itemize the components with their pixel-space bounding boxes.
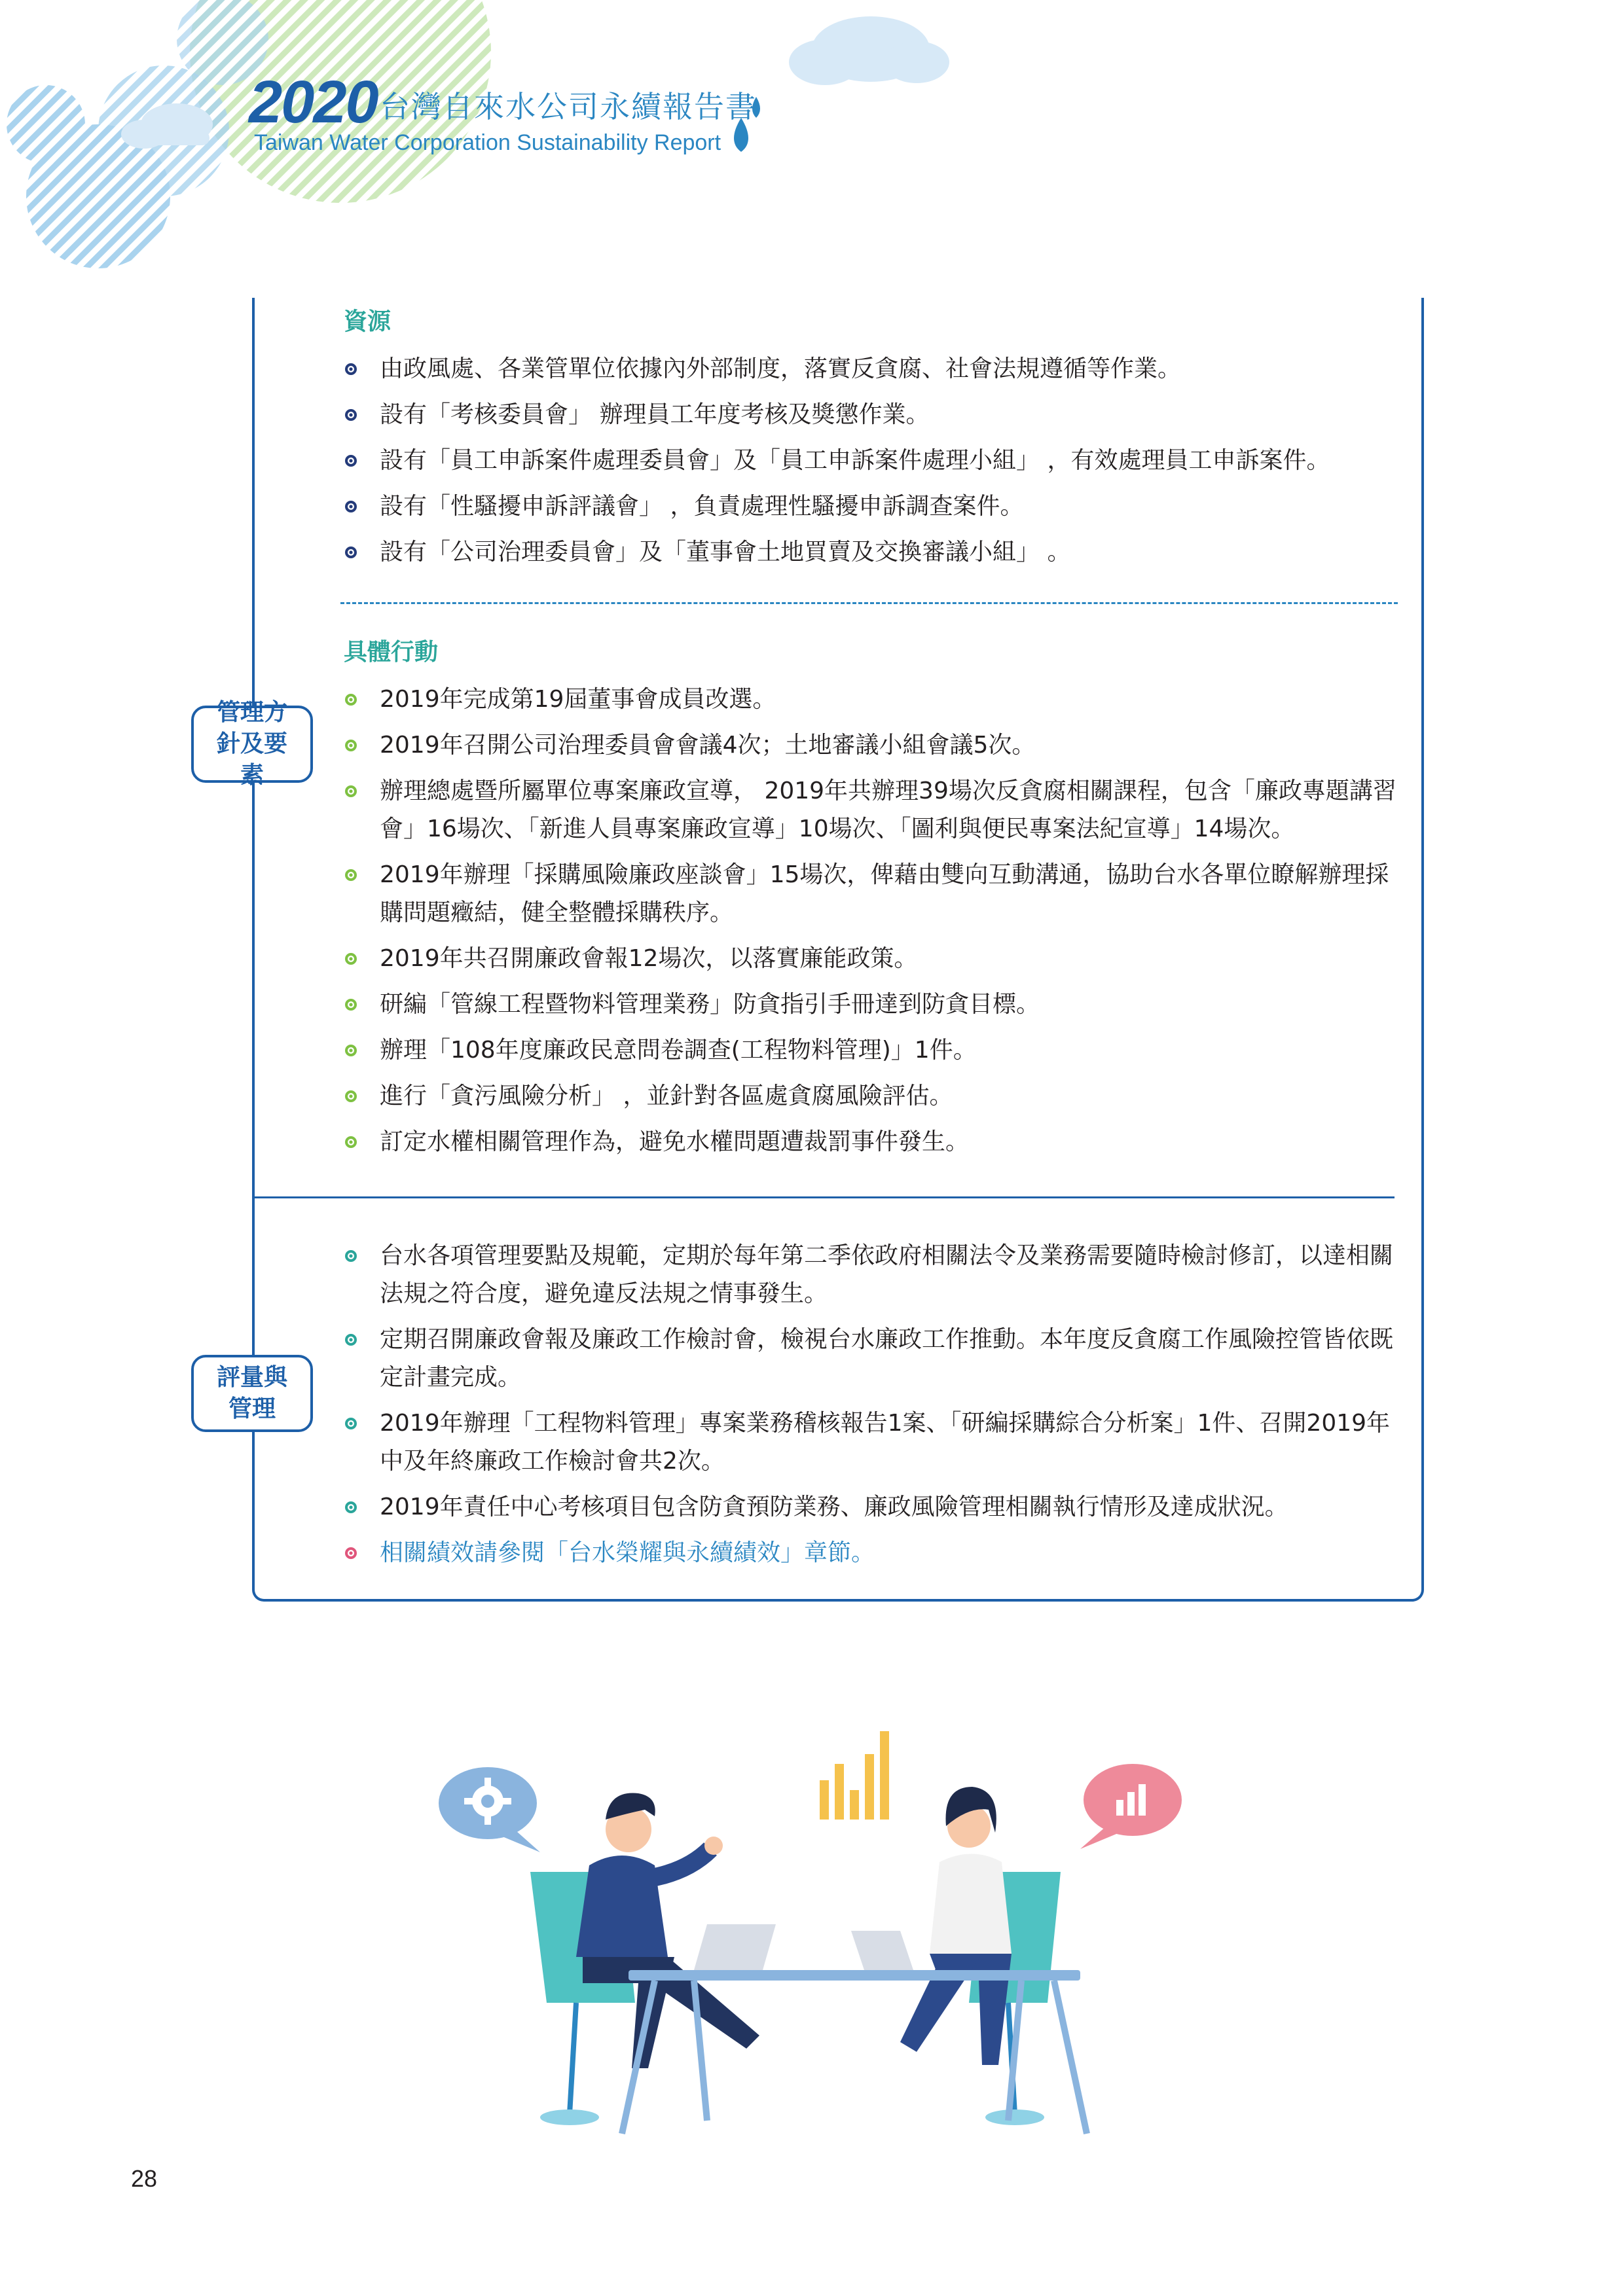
bullet-icon (345, 953, 357, 965)
bullet-icon (345, 501, 357, 512)
report-title-en: Taiwan Water Corporation Sustainability Report (254, 130, 721, 155)
list-item: 2019年辦理「採購風險廉政座談會」15場次，俾藉由雙向互動溝通，協助台水各單位瞭解辦理採購問題癥結，健全整體採購秩序。 (344, 856, 1398, 932)
report-year: 2020 (249, 69, 378, 135)
list-item: 辦理總處暨所屬單位專案廉政宣導， 2019年共辦理39場次反貪腐相關課程，包含「廉政專題講習會」16場次、「新進人員專案廉政宣導」10場次、「圖利與便民專案法紀宣導」14場次。 (344, 772, 1398, 848)
list-item: 2019年完成第19屆董事會成員改選。 (344, 681, 1398, 719)
woman-figure (900, 1787, 1012, 2065)
resources-heading: 資源 (344, 308, 392, 335)
actions-heading: 具體行動 (344, 639, 439, 666)
evaluation-label: 評量與管理 (191, 1355, 313, 1432)
bullet-icon (345, 1547, 357, 1559)
report-title-zh: 台灣自來水公司永續報告書 (380, 89, 757, 124)
list-item: 定期召開廉政會報及廉政工作檢討會，檢視台水廉政工作推動。本年度反貪腐工作風險控管皆依既定計畫完成。 (344, 1321, 1398, 1397)
meeting-illustration (432, 1728, 1205, 2147)
bullet-icon (345, 1250, 357, 1262)
list-item: 設有「公司治理委員會」及「董事會土地買賣及交換審議小組」 。 (344, 533, 1398, 571)
list-item: 2019年召開公司治理委員會會議4次；土地審議小組會議5次。 (344, 726, 1398, 764)
resources-list (344, 350, 1398, 579)
bullet-icon (345, 694, 357, 706)
bullet-icon (345, 409, 357, 421)
bullet-icon (345, 363, 357, 375)
chart-bubble-icon (1080, 1764, 1182, 1849)
bullet-icon (345, 999, 357, 1011)
bullet-icon (345, 869, 357, 881)
bullet-icon (345, 1090, 357, 1102)
bullet-icon (345, 1501, 357, 1513)
policy-label: 管理方針及要素 (191, 706, 313, 783)
bullet-icon (345, 1136, 357, 1148)
evaluation-list (344, 1237, 1398, 1580)
bullet-icon (345, 455, 357, 467)
list-item: 由政風處、各業管單位依據內外部制度，落實反貪腐、社會法規遵循等作業。 (344, 350, 1398, 388)
list-item: 設有「考核委員會」 辦理員工年度考核及獎懲作業。 (344, 396, 1398, 434)
section-divider (340, 602, 1398, 604)
list-item: 2019年責任中心考核項目包含防貪預防業務、廉政風險管理相關執行情形及達成狀況。 (344, 1488, 1398, 1526)
list-item: 設有「性騷擾申訴評議會」 ，負責處理性騷擾申訴調查案件。 (344, 488, 1398, 526)
bullet-icon (345, 1334, 357, 1346)
actions-list (344, 681, 1398, 1169)
bullet-icon (345, 740, 357, 751)
bullet-icon (345, 547, 357, 558)
list-item: 訂定水權相關管理作為，避免水權問題遭裁罰事件發生。 (344, 1123, 1398, 1161)
bullet-icon (345, 1045, 357, 1056)
list-item: 設有「員工申訴案件處理委員會」及「員工申訴案件處理小組」 ，有效處理員工申訴案件。 (344, 442, 1398, 480)
page-number: 28 (131, 2165, 158, 2192)
performance-link[interactable]: 相關績效請參閱「台水榮耀與永續績效」章節。 (344, 1534, 1398, 1572)
gear-bubble-icon (439, 1767, 540, 1852)
list-item: 研編「管線工程暨物料管理業務」防貪指引手冊達到防貪目標。 (344, 986, 1398, 1024)
bullet-icon (345, 785, 357, 797)
section-divider (252, 1196, 1395, 1198)
bullet-icon (345, 1418, 357, 1429)
bar-chart-icon (820, 1731, 889, 1820)
list-item: 台水各項管理要點及規範，定期於每年第二季依政府相關法令及業務需要隨時檢討修訂，以達相關法規之符合度，避免違反法規之情事發生。 (344, 1237, 1398, 1313)
list-item: 辦理「108年度廉政民意問卷調查(工程物料管理)」1件。 (344, 1031, 1398, 1069)
list-item: 2019年辦理「工程物料管理」專案業務稽核報告1案、「研編採購綜合分析案」1件、召開2019年中及年終廉政工作檢討會共2次。 (344, 1405, 1398, 1480)
list-item: 進行「貪污風險分析」 ，並針對各區處貪腐風險評估。 (344, 1077, 1398, 1115)
list-item: 2019年共召開廉政會報12場次，以落實廉能政策。 (344, 940, 1398, 978)
